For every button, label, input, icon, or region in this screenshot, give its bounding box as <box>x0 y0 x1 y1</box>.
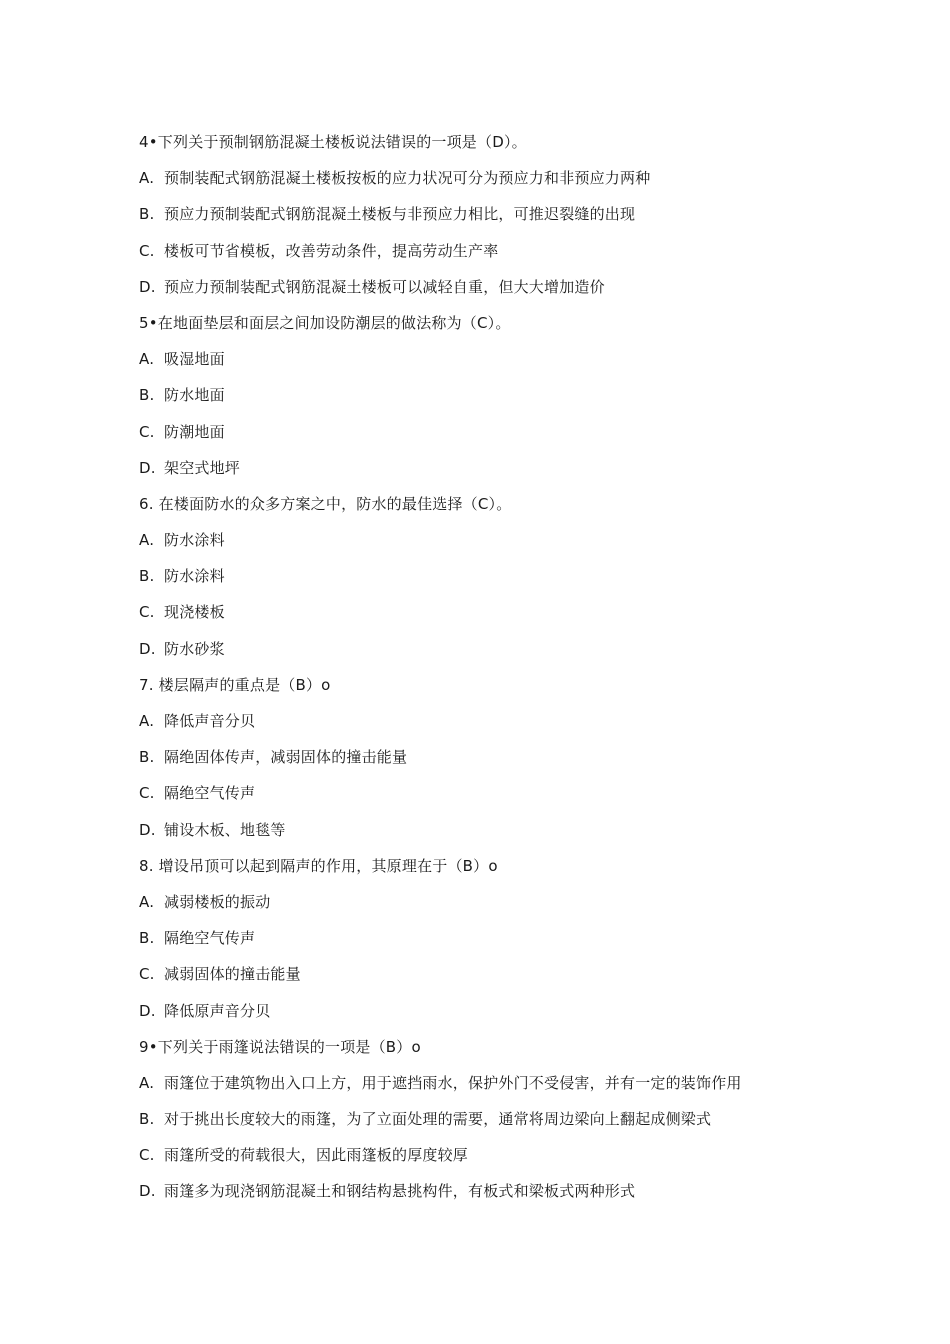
option-text: 隔绝空气传声 <box>164 929 256 948</box>
option-text: 降低声音分贝 <box>164 712 256 730</box>
answer-option <box>139 812 839 848</box>
option-text: 雨篷位于建筑物出入口上方，用于遮挡雨水，保护外门不受侵害，并有一定的装饰作用 <box>164 1073 742 1092</box>
option-letter: A. <box>139 892 155 911</box>
option-text: 楼板可节省模板，改善劳动条件，提高劳动生产率 <box>164 241 499 260</box>
option-text: 现浇楼板 <box>164 603 225 622</box>
option-letter: B. <box>139 929 155 948</box>
answer-option <box>139 558 839 594</box>
question-stem: 8. 增设吊顶可以起到隔声的作用，其原理在于（B）o <box>139 856 498 875</box>
option-text: 隔绝空气传声 <box>164 784 256 803</box>
option-text: 预制装配式钢筋混凝土楼板按板的应力状况可分为预应力和非预应力两种 <box>164 169 651 188</box>
answer-option <box>139 1173 839 1209</box>
option-text: 防水涂料 <box>164 567 225 586</box>
option-letter: B. <box>139 748 155 767</box>
answer-option <box>139 233 839 269</box>
option-text: 铺设木板、地毯等 <box>164 820 286 839</box>
option-letter: A. <box>139 169 155 188</box>
option-text: 雨篷多为现浇钢筋混凝土和钢结构悬挑构件，有板式和梁板式两种形式 <box>164 1182 636 1201</box>
option-letter: B. <box>139 567 155 586</box>
option-letter: D. <box>139 639 156 658</box>
option-text: 吸湿地面 <box>164 350 225 369</box>
option-letter: D. <box>139 277 156 296</box>
answer-option <box>139 739 839 775</box>
answer-option <box>139 269 839 305</box>
answer-option <box>139 341 839 377</box>
option-text: 隔绝固体传声，减弱固体的撞击能量 <box>164 748 408 767</box>
option-text: 雨篷所受的荷载很大，因此雨篷板的厚度较厚 <box>164 1146 469 1165</box>
answer-option <box>139 1065 839 1101</box>
option-letter: D. <box>139 1001 156 1020</box>
option-letter: A. <box>139 712 155 730</box>
answer-option <box>139 956 839 992</box>
option-letter: C. <box>139 603 155 622</box>
answer-option <box>139 703 839 739</box>
option-text: 防水涂料 <box>164 531 225 550</box>
option-text: 减弱楼板的振动 <box>164 892 271 911</box>
answer-option <box>139 631 839 667</box>
option-letter: B. <box>139 386 155 405</box>
answer-option <box>139 884 839 920</box>
answer-option <box>139 377 839 413</box>
question-stem: 6. 在楼面防水的众多方案之中，防水的最佳选择（C）。 <box>139 494 512 513</box>
option-text: 预应力预制装配式钢筋混凝土楼板可以减轻自重，但大大增加造价 <box>164 277 605 296</box>
option-letter: B. <box>139 205 155 224</box>
question-stem: 9•下列关于雨篷说法错误的一项是（B）o <box>139 1037 421 1056</box>
option-text: 减弱固体的撞击能量 <box>164 965 301 984</box>
question-stem: 5•在地面垫层和面层之间加设防潮层的做法称为（C）。 <box>139 313 511 332</box>
option-letter: C. <box>139 784 155 803</box>
option-text: 防潮地面 <box>164 422 225 441</box>
question-stem: 7. 楼层隔声的重点是（B）o <box>139 675 331 694</box>
option-text: 降低原声音分贝 <box>164 1001 271 1020</box>
option-letter: A. <box>139 531 155 550</box>
option-text: 防水地面 <box>164 386 225 405</box>
option-text: 防水砂浆 <box>164 639 225 658</box>
question-list <box>139 124 839 1210</box>
answer-option <box>139 920 839 956</box>
answer-option <box>139 160 839 196</box>
option-letter: C. <box>139 241 155 260</box>
answer-option <box>139 1101 839 1137</box>
option-letter: A. <box>139 1073 155 1092</box>
answer-option <box>139 522 839 558</box>
option-text: 对于挑出长度较大的雨篷，为了立面处理的需要，通常将周边梁向上翻起成侧梁式 <box>164 1110 712 1129</box>
option-letter: C. <box>139 965 155 984</box>
option-letter: A. <box>139 350 155 369</box>
answer-option <box>139 775 839 811</box>
option-letter: C. <box>139 1146 155 1165</box>
option-text: 架空式地坪 <box>164 458 241 477</box>
option-letter: B. <box>139 1110 155 1129</box>
answer-option <box>139 414 839 450</box>
answer-option <box>139 450 839 486</box>
option-letter: D. <box>139 458 156 477</box>
option-letter: C. <box>139 422 155 441</box>
option-text: 预应力预制装配式钢筋混凝土楼板与非预应力相比，可推迟裂缝的出现 <box>164 205 636 224</box>
option-letter: D. <box>139 820 156 839</box>
answer-option <box>139 1137 839 1173</box>
answer-option <box>139 993 839 1029</box>
answer-option <box>139 196 839 232</box>
answer-option <box>139 594 839 630</box>
question-stem: 4•下列关于预制钢筋混凝土楼板说法错误的一项是（D）。 <box>139 133 527 151</box>
option-letter: D. <box>139 1182 156 1201</box>
